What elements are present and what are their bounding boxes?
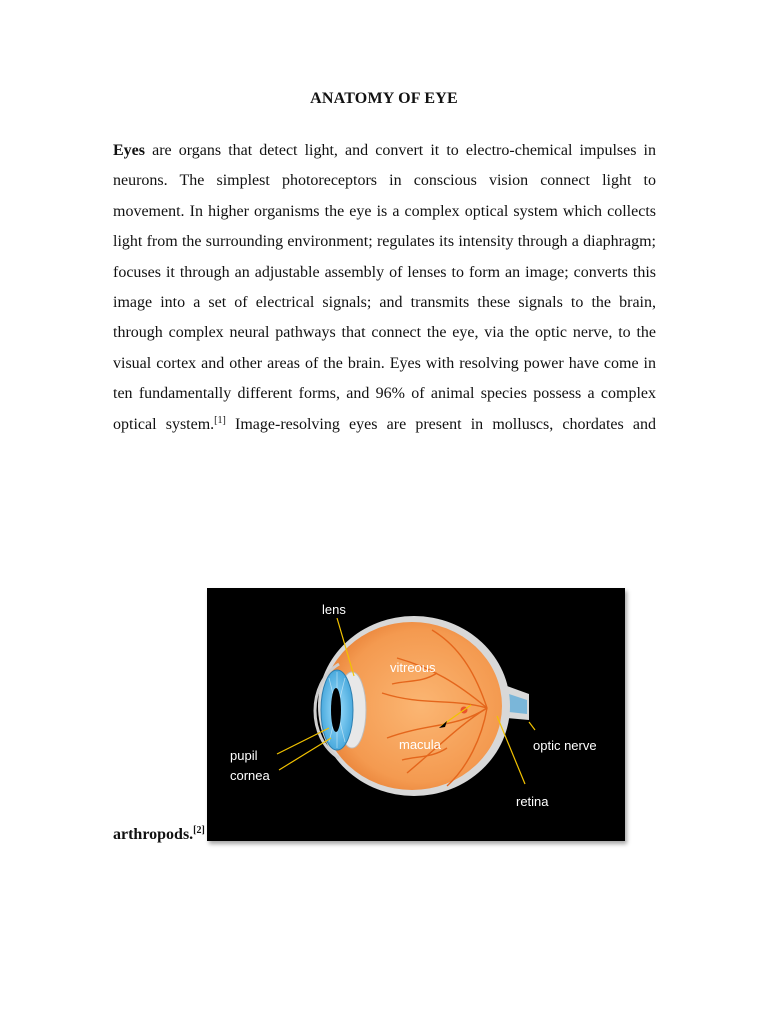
pupil-shape [331, 688, 341, 732]
paragraph-text-2: Image-resolving eyes are present in molluscs, chordates and [225, 415, 657, 433]
eye-diagram-svg [207, 588, 625, 841]
label-macula: macula [399, 737, 441, 752]
label-lens: lens [322, 602, 346, 617]
paragraph-text-1: are organs that detect light, and convert it to electro-chemical impulses in neurons. The simplest photoreceptors in conscious vision connect light to movement. In higher organisms the eye is a complex optical system which collects light from the surrounding environment; regulates its intensity through a diaphragm; focuses it through an adjustable assembly of lenses to form an image; converts this image into a set of electrical signals; and transmits these signals to the brain, through complex neural pathways that connect the eye, via the optic nerve, to the visual cortex and other areas of the brain. Eyes with resolving power have come in ten fundamentally different forms, and 96% of animal species possess a complex optical system. [113, 142, 656, 433]
reference-2[interactable]: [2] [193, 825, 205, 836]
body-paragraph [113, 136, 656, 440]
lead-bold-word: Eyes [113, 142, 145, 159]
label-cornea: cornea [230, 768, 270, 783]
label-optic-nerve: optic nerve [533, 738, 597, 753]
reference-1[interactable]: [1] [214, 414, 226, 426]
label-pupil: pupil [230, 748, 258, 763]
label-vitreous: vitreous [390, 660, 436, 675]
page-title: ANATOMY OF EYE [310, 90, 458, 107]
tail-word: arthropods. [113, 826, 194, 843]
eye-anatomy-figure [207, 588, 625, 841]
tail-line [113, 826, 205, 844]
label-retina: retina [516, 794, 549, 809]
